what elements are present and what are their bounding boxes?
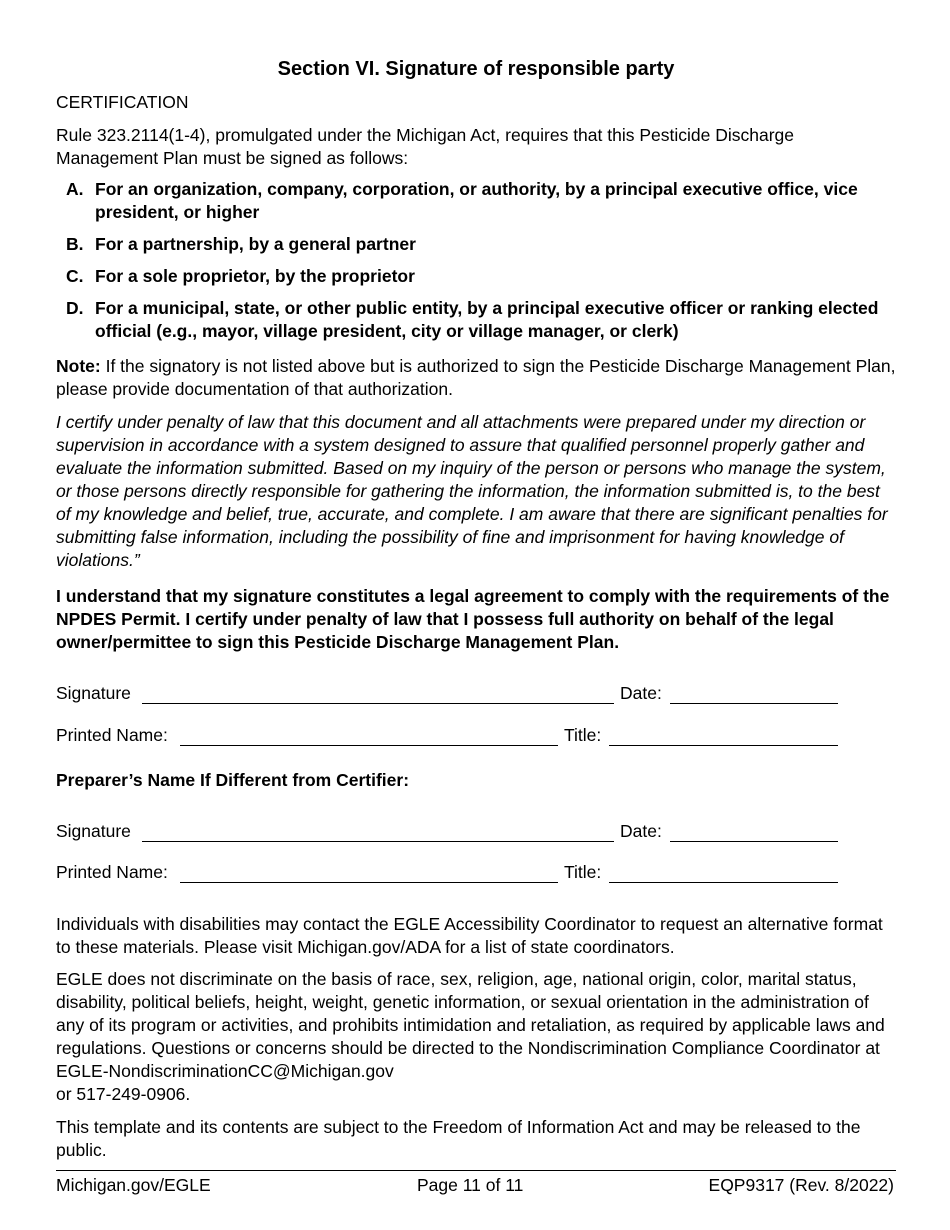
certification-heading: CERTIFICATION	[56, 92, 189, 112]
signer-letter: D.	[66, 298, 84, 318]
printed-name-line[interactable]	[180, 882, 558, 883]
certifier-signature-row	[56, 682, 896, 708]
signature-line[interactable]	[142, 841, 614, 842]
signer-item-a	[56, 178, 896, 224]
footer-divider	[56, 1170, 896, 1171]
certification-statement: I certify under penalty of law that this document and all attachments were prepared under my direction or supervision in accordance with a system designed to assure that qualified personnel properly gather and evaluate the information submitted. Based on my inquiry of the person or persons who manage the system, or those persons directly responsible for gathering the information, the information submitted is, to the best of my knowledge and belief, true, accurate, and complete. I am aware that there are significant penalties for submitting false information, including the possibility of fine and imprisonment for having knowledge of violations.”	[56, 412, 888, 570]
printed-name-label: Printed Name:	[56, 725, 168, 745]
note-paragraph	[56, 355, 896, 401]
foia-notice: This template and its contents are subject to the Freedom of Information Act and may be released to the public.	[56, 1117, 861, 1160]
footer-page-number: Page 11 of 11	[417, 1175, 524, 1195]
nondiscrimination-text: EGLE does not discriminate on the basis of race, sex, religion, age, national origin, color, marital status, disability, political beliefs, height, weight, genetic information, or sexual orientation in the administration of any of its program or activities, and prohibits intimidation and retaliation, as required by applicable laws and regulations. Questions or concerns should be directed to the Nondiscrimination Compliance Coordinator at EGLE-NondiscriminationCC@Michigan.gov	[56, 969, 885, 1081]
title-line[interactable]	[609, 745, 838, 746]
signer-item-d	[56, 297, 896, 343]
date-label: Date:	[620, 821, 662, 841]
rule-text: Rule 323.2114(1-4), promulgated under the Michigan Act, requires that this Pesticide Discharge Management Plan must be signed as follows:	[56, 125, 794, 168]
title-line[interactable]	[609, 882, 838, 883]
certifier-name-row	[56, 724, 896, 750]
section-title: Section VI. Signature of responsible party	[277, 58, 675, 80]
document-page	[56, 0, 896, 1230]
signature-label: Signature	[56, 683, 131, 703]
accessibility-notice: Individuals with disabilities may contact the EGLE Accessibility Coordinator to request an alternative format to these materials. Please visit Michigan.gov/ADA for a list of state coordinators.	[56, 914, 883, 957]
footer-website: Michigan.gov/EGLE	[56, 1175, 211, 1195]
date-label: Date:	[620, 683, 662, 703]
footer-form-id: EQP9317 (Rev. 8/2022)	[708, 1175, 894, 1195]
title-label: Title:	[564, 725, 602, 745]
signer-text: For an organization, company, corporation, or authority, by a principal executive office, vice president, or higher	[95, 179, 858, 222]
nondiscrimination-phone: or 517-249-0906.	[56, 1084, 191, 1104]
signer-letter: C.	[66, 266, 84, 286]
title-label: Title:	[564, 862, 602, 882]
date-line[interactable]	[670, 703, 838, 704]
legal-agreement-text: I understand that my signature constitutes a legal agreement to comply with the requirements of the NPDES Permit. I certify under penalty of law that I possess full authority on behalf of the legal owner/permittee to sign this Pesticide Discharge Management Plan.	[56, 586, 890, 652]
preparer-signature-row	[56, 820, 896, 846]
date-line[interactable]	[670, 841, 838, 842]
signature-line[interactable]	[142, 703, 614, 704]
signature-label: Signature	[56, 821, 131, 841]
signer-text: For a partnership, by a general partner	[95, 234, 416, 254]
signer-text: For a sole proprietor, by the proprietor	[95, 266, 415, 286]
note-text: If the signatory is not listed above but is authorized to sign the Pesticide Discharge Management Plan, please provide documentation of that authorization.	[56, 356, 896, 399]
signer-letter: A.	[66, 179, 84, 199]
signer-list	[56, 178, 896, 352]
signer-text: For a municipal, state, or other public entity, by a principal executive officer or ranking elected official (e.g., mayor, village president, city or village manager, or clerk)	[95, 298, 879, 341]
signer-item-b	[56, 233, 896, 256]
printed-name-line[interactable]	[180, 745, 558, 746]
preparer-heading: Preparer’s Name If Different from Certifier:	[56, 770, 410, 790]
signer-item-c	[56, 265, 896, 288]
signer-letter: B.	[66, 234, 84, 254]
note-label: Note:	[56, 356, 101, 376]
printed-name-label: Printed Name:	[56, 862, 168, 882]
preparer-name-row	[56, 861, 896, 887]
nondiscrimination-notice	[56, 968, 896, 1106]
